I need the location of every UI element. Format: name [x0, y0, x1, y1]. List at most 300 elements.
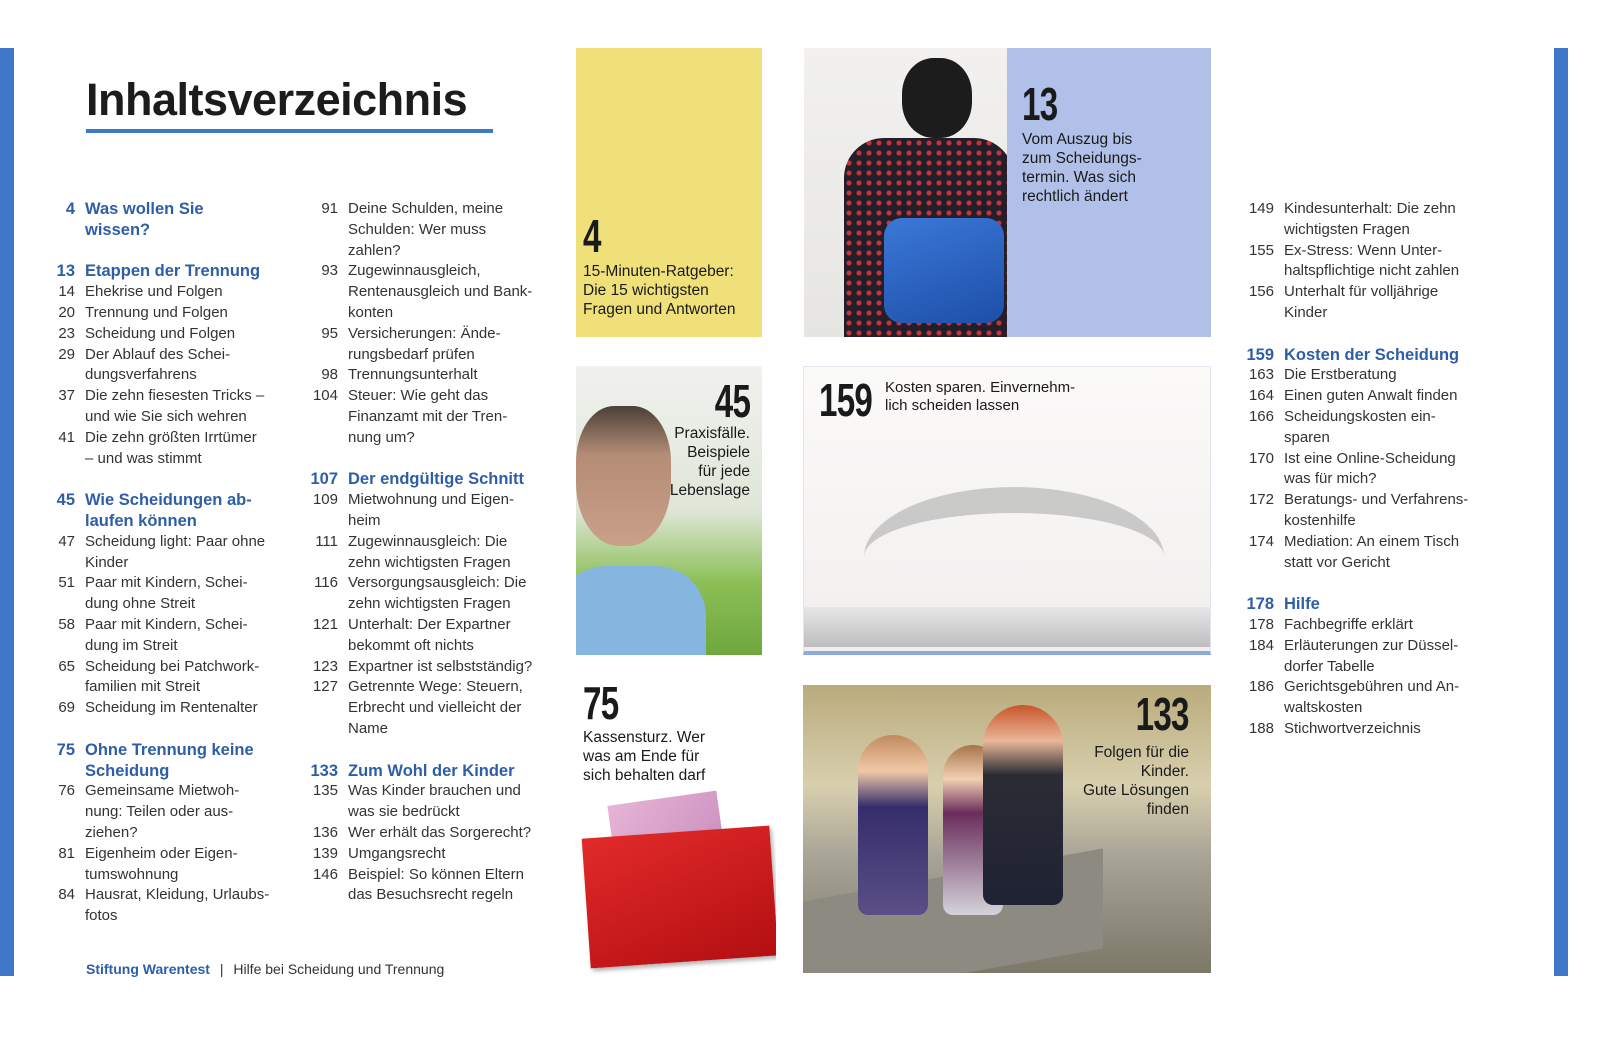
toc-page-number: 139 [312, 844, 338, 862]
toc-entry[interactable] [40, 615, 269, 636]
toc-entry-text: nung: Teilen oder aus- [85, 803, 234, 821]
toc-entry[interactable] [1230, 282, 1468, 303]
toc-entry-text: ziehen? [85, 823, 138, 841]
toc-entry[interactable] [295, 241, 532, 262]
toc-entry[interactable] [1230, 615, 1468, 636]
toc-page-number [40, 636, 85, 657]
toc-entry-text: Scheidung und Folgen [85, 324, 236, 342]
toc-section-heading[interactable] [1230, 594, 1468, 615]
teaser-page-number: 75 [583, 680, 619, 729]
toc-entry-text: Zugewinnausgleich: Die [348, 532, 508, 550]
toc-page-number [1230, 220, 1284, 241]
toc-entry[interactable] [40, 428, 269, 449]
toc-entry[interactable] [295, 532, 532, 553]
toc-section-heading[interactable] [40, 761, 269, 782]
toc-entry[interactable] [295, 511, 532, 532]
footer-separator: | [219, 961, 224, 977]
toc-page-number: 163 [1248, 366, 1274, 384]
toc-page-number: 149 [1248, 200, 1274, 217]
toc-entry-text: Rentenausgleich und Bank- [348, 283, 533, 301]
toc-entry-text: Gemeinsame Mietwoh- [85, 782, 240, 800]
toc-page-number [1230, 469, 1284, 490]
toc-page-number [1230, 303, 1284, 324]
toc-page-number [295, 220, 348, 241]
toc-section-heading[interactable] [40, 740, 269, 761]
toc-section-heading[interactable] [40, 199, 269, 220]
toc-page-number: 156 [1248, 283, 1274, 301]
toc-entry[interactable] [1230, 469, 1468, 490]
toc-entry[interactable] [40, 906, 269, 927]
toc-entry[interactable] [40, 865, 269, 886]
toc-entry-text: Versicherungen: Ände- [348, 324, 501, 342]
teaser-moving-out[interactable] [1007, 48, 1211, 337]
toc-page-number [295, 719, 348, 740]
toc-entry[interactable] [295, 823, 532, 844]
photo-binder [864, 487, 1164, 627]
toc-page-number [40, 449, 85, 470]
toc-section-heading[interactable] [1230, 345, 1468, 366]
toc-page-number [40, 220, 85, 241]
teaser-costs[interactable] [803, 366, 1211, 655]
toc-entry-text: konten [348, 303, 394, 321]
toc-page-number: 159 [1246, 345, 1274, 364]
toc-entry[interactable] [1230, 553, 1468, 574]
toc-entry-text: Name [348, 719, 389, 737]
toc-entry-text: rungsbedarf prüfen [348, 345, 475, 363]
toc-entry-text: Unterhalt: Der Expartner [348, 615, 511, 633]
toc-page-number [295, 511, 348, 532]
toc-section-heading[interactable] [40, 220, 269, 241]
toc-entry-text: dungsverfahrens [85, 366, 197, 384]
toc-entry-text: dung ohne Streit [85, 595, 196, 613]
toc-entry-text: zehn wichtigsten Fragen [348, 595, 511, 613]
toc-entry-text: bekommt oft nichts [348, 636, 474, 654]
toc-entry[interactable] [295, 199, 532, 220]
toc-entry-text: was sie bedrückt [348, 803, 460, 821]
toc-entry[interactable] [295, 636, 532, 657]
toc-page-number [295, 594, 348, 615]
toc-entry[interactable] [295, 677, 532, 698]
toc-page-number: 37 [58, 387, 75, 405]
toc-entry-text: Finanzamt mit der Tren- [348, 407, 508, 425]
toc-entry[interactable] [1230, 719, 1468, 740]
toc-entry-text: Scheidung light: Paar ohne [85, 532, 266, 550]
toc-entry-text: Die zehn größten Irrtümer [85, 428, 257, 446]
toc-entry-text: Schulden: Wer muss [348, 220, 487, 238]
toc-entry[interactable] [1230, 511, 1468, 532]
toc-entry[interactable] [1230, 428, 1468, 449]
toc-entry[interactable] [295, 365, 532, 386]
toc-entry-text: Kinder [1284, 303, 1328, 321]
toc-page-number [1230, 698, 1284, 719]
toc-page-number [1230, 261, 1284, 282]
toc-entry-text: Wer erhält das Sorgerecht? [348, 823, 532, 841]
toc-entry-text: Erbrecht und vielleicht der [348, 699, 522, 717]
teaser-caption: Vom Auszug bis zum Scheidungs- termin. Was sich rechtlich ändert [1022, 131, 1142, 205]
toc-page-number: 95 [321, 324, 338, 342]
toc-entry-text: Getrennte Wege: Steuern, [348, 678, 523, 696]
toc-page-number: 178 [1248, 615, 1274, 633]
toc-entry-text: zehn wichtigsten Fragen [348, 553, 511, 571]
toc-section-heading[interactable] [40, 490, 269, 511]
toc-entry-text: nung um? [348, 428, 415, 446]
toc-section-heading[interactable] [295, 761, 532, 782]
toc-entry-text: sparen [1284, 428, 1330, 446]
toc-entry-text: Versorgungsausgleich: Die [348, 574, 527, 592]
toc-entry[interactable] [1230, 365, 1468, 386]
toc-page-number: 4 [65, 200, 75, 218]
toc-entry-text: Hausrat, Kleidung, Urlaubs- [85, 886, 270, 904]
toc-page-number: 20 [58, 303, 75, 321]
toc-entry[interactable] [40, 282, 269, 303]
toc-entry-text: heim [348, 511, 381, 529]
toc-page-number: 65 [58, 657, 75, 675]
toc-entry-text: kostenhilfe [1284, 511, 1356, 529]
toc-page-number [295, 636, 348, 657]
toc-section-heading[interactable] [40, 261, 269, 282]
toc-entry[interactable] [295, 261, 532, 282]
toc-entry[interactable] [295, 885, 532, 906]
toc-page-number [40, 823, 85, 844]
toc-entry[interactable] [295, 282, 532, 303]
toc-entry-text: Beispiel: So können Eltern [348, 865, 524, 883]
toc-page-number: 178 [1246, 595, 1274, 614]
teaser-page-number: 13 [1022, 78, 1058, 130]
toc-entry[interactable] [40, 573, 269, 594]
toc-entry[interactable] [1230, 677, 1468, 698]
toc-page-number: 107 [310, 470, 338, 489]
toc-entry[interactable] [1230, 490, 1468, 511]
teaser-page-number: 133 [1135, 688, 1189, 740]
footer-book-title: Hilfe bei Scheidung und Trennung [233, 961, 445, 977]
toc-entry[interactable] [40, 407, 269, 428]
toc-page-number: 121 [312, 615, 338, 633]
toc-section [40, 261, 269, 469]
toc-entry[interactable] [1230, 220, 1468, 241]
toc-section [40, 199, 269, 241]
toc-section [1230, 594, 1468, 740]
toc-entry-text: Der Ablauf des Schei- [85, 345, 231, 363]
toc-entry-text: Stichwortverzeichnis [1284, 719, 1421, 737]
toc-entry-text: dorfer Tabelle [1284, 657, 1375, 675]
toc-section [40, 490, 269, 719]
toc-page-number: 135 [312, 782, 338, 800]
toc-entry[interactable] [40, 698, 269, 719]
toc-page-number [40, 802, 85, 823]
toc-page-number: 81 [58, 844, 75, 862]
footer-brand: Stiftung Warentest [86, 961, 210, 977]
toc-page-number: 51 [58, 574, 75, 592]
toc-page-number: 23 [58, 324, 75, 342]
teaser-finances[interactable] [576, 680, 776, 976]
toc-entry[interactable] [295, 303, 532, 324]
toc-entry[interactable] [295, 220, 532, 241]
toc-page-number: 93 [321, 262, 338, 280]
toc-heading-text: Etappen der Trennung [85, 262, 261, 281]
toc-entry[interactable] [40, 324, 269, 345]
toc-heading-text: Hilfe [1284, 595, 1320, 614]
toc-entry-text: Ist eine Online-Scheidung [1284, 449, 1456, 467]
toc-page-number: 69 [58, 699, 75, 717]
toc-entry[interactable] [1230, 449, 1468, 470]
toc-page-number: 84 [58, 886, 75, 904]
toc-page-number [295, 241, 348, 262]
toc-entry[interactable] [40, 657, 269, 678]
toc-entry[interactable] [1230, 407, 1468, 428]
toc-entry[interactable] [295, 594, 532, 615]
toc-page-number: 155 [1248, 241, 1274, 259]
toc-entry-text: Einen guten Anwalt finden [1284, 387, 1458, 405]
toc-entry[interactable] [295, 615, 532, 636]
toc-entry-text: zahlen? [348, 241, 401, 259]
toc-entry[interactable] [40, 365, 269, 386]
toc-entry[interactable] [295, 324, 532, 345]
teaser-page-number: 159 [819, 374, 873, 426]
toc-page-number: 184 [1248, 636, 1274, 654]
toc-page-number: 13 [56, 262, 75, 281]
toc-page-number: 14 [58, 283, 75, 301]
toc-page-number: 186 [1248, 678, 1274, 696]
toc-heading-text: wissen? [85, 220, 151, 239]
toc-section [295, 199, 532, 449]
toc-entry[interactable] [40, 449, 269, 470]
toc-entry[interactable] [295, 407, 532, 428]
toc-entry-text: – und was stimmt [85, 449, 202, 467]
toc-section-heading[interactable] [40, 511, 269, 532]
teaser-case-studies[interactable] [576, 366, 762, 655]
toc-entry-text: Fachbegriffe erklärt [1284, 615, 1413, 633]
toc-page-number [40, 761, 85, 782]
toc-page-number [1230, 428, 1284, 449]
photo-woman-with-bag [804, 48, 1007, 337]
toc-page-number [295, 282, 348, 303]
toc-page-number: 123 [312, 657, 338, 675]
teaser-quick-guide[interactable] [576, 48, 762, 337]
toc-entry-text: familien mit Streit [85, 678, 201, 696]
toc-page-number: 41 [58, 428, 75, 446]
toc-entry-text: Eigenheim oder Eigen- [85, 844, 238, 862]
toc-heading-text: Kosten der Scheidung [1284, 345, 1460, 364]
toc-entry[interactable] [295, 865, 532, 886]
toc-entry[interactable] [1230, 532, 1468, 553]
toc-entry[interactable] [40, 594, 269, 615]
teaser-page-number: 4 [583, 210, 601, 262]
toc-entry[interactable] [295, 844, 532, 865]
toc-page-number: 58 [58, 615, 75, 633]
toc-entry[interactable] [40, 532, 269, 553]
toc-page-number: 109 [312, 491, 338, 509]
left-page-edge-bar [0, 48, 14, 976]
toc-entry-text: Beratungs- und Verfahrens- [1284, 491, 1469, 509]
toc-entry[interactable] [295, 719, 532, 740]
toc-page-number: 104 [312, 387, 338, 405]
toc-entry-text: fotos [85, 907, 118, 925]
toc-entry-text: Ex-Stress: Wenn Unter- [1284, 241, 1443, 259]
toc-entry[interactable] [40, 844, 269, 865]
toc-entry-text: Deine Schulden, meine [348, 200, 504, 217]
toc-entry-text: dung im Streit [85, 636, 178, 654]
teaser-caption: Kosten sparen. Einvernehm- lich scheiden lassen [885, 379, 1076, 414]
photo-woman [983, 705, 1063, 905]
toc-entry[interactable] [295, 490, 532, 511]
toc-page-number [40, 365, 85, 386]
toc-heading-text: Scheidung [85, 761, 170, 780]
toc-entry[interactable] [295, 781, 532, 802]
toc-heading-text: Ohne Trennung keine [85, 740, 254, 759]
toc-entry[interactable] [295, 698, 532, 719]
toc-entry-text: und wie Sie sich wehren [85, 407, 247, 425]
toc-page-number: 127 [312, 678, 338, 696]
toc-entry[interactable] [295, 386, 532, 407]
teaser-children[interactable] [803, 685, 1211, 973]
toc-entry-text: Steuer: Wie geht das [348, 387, 489, 405]
toc-entry-text: Paar mit Kindern, Schei- [85, 574, 248, 592]
toc-column-3 [1230, 199, 1468, 740]
toc-entry[interactable] [295, 657, 532, 678]
toc-entry-text: Kindesunterhalt: Die zehn [1284, 200, 1456, 217]
toc-entry[interactable] [1230, 636, 1468, 657]
photo-girl-1 [858, 735, 928, 915]
toc-entry-text: Expartner ist selbstständig? [348, 657, 533, 675]
toc-page-number: 146 [312, 865, 338, 883]
toc-page-number: 98 [321, 366, 338, 384]
toc-entry[interactable] [40, 303, 269, 324]
teaser-caption: Kassensturz. Wer was am Ende für sich behalten darf [583, 729, 706, 784]
toc-page-number: 166 [1248, 407, 1274, 425]
toc-entry[interactable] [1230, 698, 1468, 719]
toc-entry[interactable] [40, 636, 269, 657]
toc-entry-text: was für mich? [1284, 470, 1377, 488]
toc-page-number: 47 [58, 532, 75, 550]
toc-entry-text: Mediation: An einem Tisch [1284, 532, 1460, 550]
toc-entry[interactable] [40, 781, 269, 802]
toc-entry-text: haltspflichtige nicht zahlen [1284, 262, 1460, 280]
toc-entry[interactable] [1230, 261, 1468, 282]
toc-entry-text: statt vor Gericht [1284, 553, 1390, 571]
toc-entry[interactable] [1230, 199, 1468, 220]
toc-heading-text: Was wollen Sie [85, 200, 204, 218]
toc-entry[interactable] [40, 386, 269, 407]
toc-section-heading[interactable] [295, 469, 532, 490]
toc-page-number: 75 [56, 740, 75, 759]
toc-page-number [1230, 553, 1284, 574]
toc-page-number [1230, 511, 1284, 532]
toc-entry-text: Unterhalt für volljährige [1284, 283, 1439, 301]
toc-page-number [1230, 657, 1284, 678]
toc-heading-text: Zum Wohl der Kinder [348, 761, 515, 780]
toc-page-number [295, 428, 348, 449]
toc-heading-text: laufen können [85, 511, 197, 530]
toc-entry-text: Trennung und Folgen [85, 303, 228, 321]
teaser-page-number: 45 [714, 375, 750, 427]
toc-entry[interactable] [40, 823, 269, 844]
toc-entry[interactable] [295, 573, 532, 594]
toc-entry-text: Scheidungskosten ein- [1284, 407, 1436, 425]
toc-entry-text: Was Kinder brauchen und [348, 782, 521, 800]
toc-entry[interactable] [1230, 386, 1468, 407]
toc-page-number [295, 407, 348, 428]
toc-entry-text: Kinder [85, 553, 129, 571]
toc-page-number [40, 677, 85, 698]
photo-man [576, 406, 671, 546]
toc-entry-text: Umgangsrecht [348, 844, 446, 862]
toc-entry[interactable] [40, 345, 269, 366]
toc-entry-text: Die zehn fiesesten Tricks – [85, 387, 265, 405]
toc-page-number: 164 [1248, 387, 1274, 405]
toc-page-number [40, 594, 85, 615]
toc-entry-text: Scheidung im Rentenalter [85, 699, 258, 717]
page-title: Inhaltsverzeichnis [86, 74, 468, 125]
toc-page-number: 116 [314, 574, 338, 592]
toc-entry-text: Scheidung bei Patchwork- [85, 657, 260, 675]
toc-entry[interactable] [40, 802, 269, 823]
toc-entry-text: Trennungsunterhalt [348, 366, 478, 384]
toc-page-number [40, 553, 85, 574]
toc-section [40, 740, 269, 927]
toc-page-number: 133 [310, 761, 338, 780]
toc-entry-text: Zugewinnausgleich, [348, 262, 481, 280]
toc-entry-text: Die Erstberatung [1284, 366, 1397, 384]
toc-page-number: 91 [321, 200, 338, 217]
toc-entry[interactable] [1230, 303, 1468, 324]
teaser-caption: Folgen für die Kinder. Gute Lösungen finden [1082, 744, 1189, 818]
toc-page-number [40, 407, 85, 428]
toc-entry-text: wichtigsten Fragen [1284, 220, 1410, 238]
toc-page-number: 29 [58, 345, 75, 363]
toc-page-number: 45 [56, 491, 75, 510]
toc-heading-text: Der endgültige Schnitt [348, 470, 525, 489]
toc-section [1230, 199, 1468, 324]
toc-section [295, 469, 532, 739]
page-footer [86, 961, 444, 977]
toc-page-number: 136 [312, 823, 338, 841]
toc-page-number [40, 865, 85, 886]
toc-page-number [295, 345, 348, 366]
toc-entry-text: Paar mit Kindern, Schei- [85, 615, 248, 633]
toc-entry[interactable] [1230, 241, 1468, 262]
teaser-caption: Praxisfälle. Beispiele für jede Lebenslage [669, 425, 750, 499]
toc-page-number [40, 511, 85, 532]
toc-entry[interactable] [40, 677, 269, 698]
toc-entry-text: Ehekrise und Folgen [85, 283, 223, 301]
toc-page-number: 111 [315, 532, 338, 550]
right-page-edge-bar [1554, 48, 1568, 976]
toc-entry-text: Gerichtsgebühren und An- [1284, 678, 1460, 696]
toc-entry[interactable] [295, 345, 532, 366]
toc-entry-text: waltskosten [1284, 699, 1363, 717]
toc-entry[interactable] [295, 802, 532, 823]
toc-entry[interactable] [295, 553, 532, 574]
toc-entry-text: tumswohnung [85, 865, 179, 883]
toc-entry-text: Mietwohnung und Eigen- [348, 491, 514, 509]
toc-column-1 [40, 199, 269, 927]
toc-entry-text: das Besuchsrecht regeln [348, 886, 514, 904]
toc-page-number: 170 [1248, 449, 1274, 467]
toc-page-number [295, 885, 348, 906]
toc-page-number [40, 906, 85, 927]
toc-page-number: 172 [1248, 491, 1274, 509]
toc-page-number [295, 802, 348, 823]
toc-entry[interactable] [295, 428, 532, 449]
toc-entry-text: Erläuterungen zur Düssel- [1284, 636, 1459, 654]
toc-entry[interactable] [1230, 657, 1468, 678]
toc-page-number: 174 [1248, 532, 1274, 550]
toc-entry[interactable] [40, 885, 269, 906]
toc-section [1230, 345, 1468, 574]
toc-page-number [295, 698, 348, 719]
toc-entry[interactable] [40, 553, 269, 574]
toc-page-number: 76 [58, 782, 75, 800]
